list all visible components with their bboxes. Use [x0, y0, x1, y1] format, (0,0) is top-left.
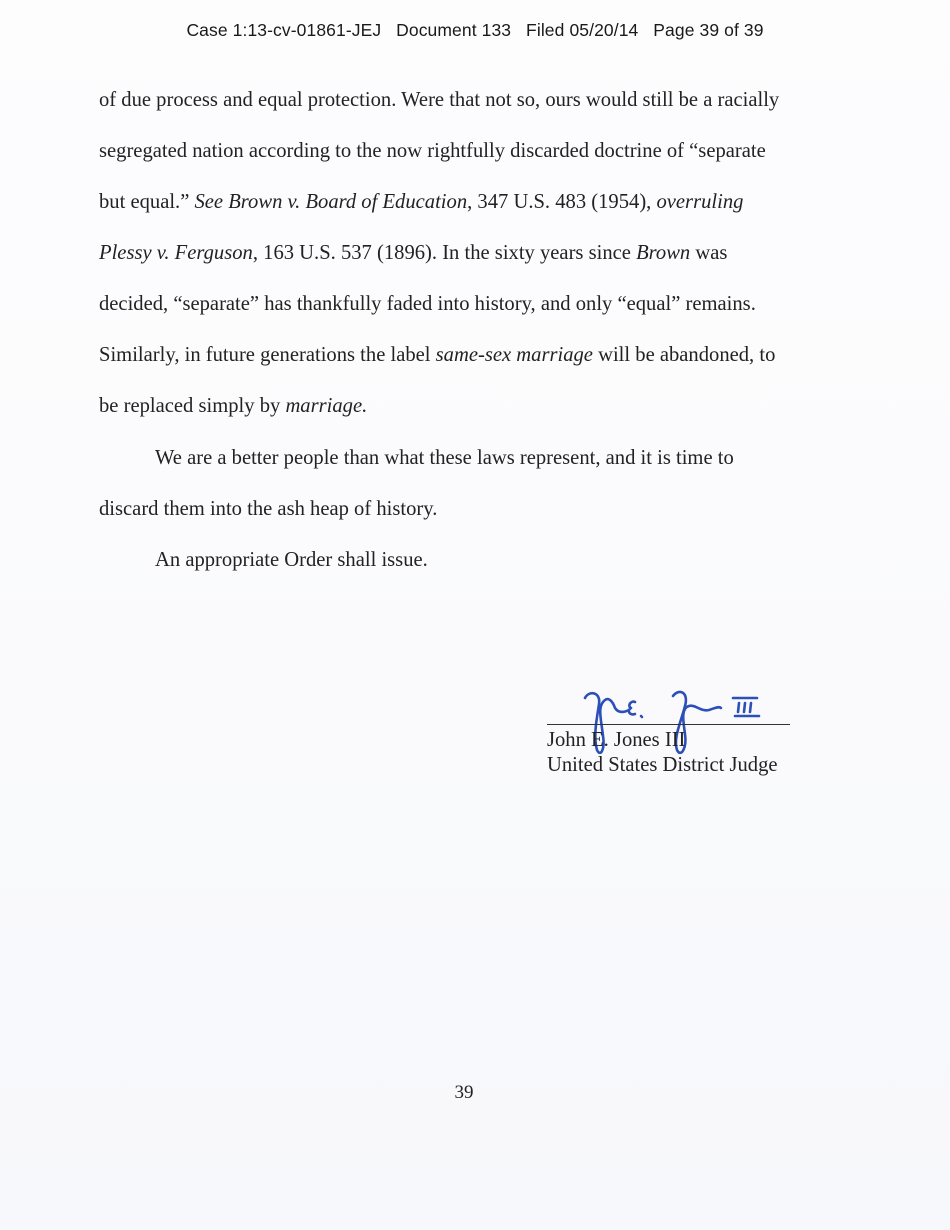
text-line: [99, 191, 743, 214]
text-line: [99, 395, 367, 418]
signature-stroke-dot: [641, 716, 642, 717]
signature-line: [547, 724, 790, 725]
text-span: Similarly, in future generations the label: [99, 344, 436, 366]
text-line: discard them into the ash heap of history.: [99, 498, 438, 520]
emphasis-italic: same-sex marriage: [435, 344, 593, 366]
text-span: will be abandoned, to: [592, 344, 776, 366]
text-line: segregated nation according to the now rightfully discarded doctrine of “separate: [99, 140, 766, 162]
text-span: be replaced simply by: [99, 395, 286, 417]
page-indicator: Page 39 of 39: [653, 20, 764, 40]
citation-italic: overruling: [656, 191, 744, 213]
text-span: , 347 U.S. 483 (1954),: [467, 191, 657, 213]
filing-header: [0, 20, 950, 41]
page-number: 39: [454, 1082, 474, 1103]
text-span: was: [690, 242, 728, 264]
signature-stroke-numeral: [733, 698, 759, 716]
case-number: Case 1:13-cv-01861-JEJ: [186, 20, 382, 40]
document-number: Document 133: [396, 20, 512, 40]
text-span: , 163 U.S. 537 (1896). In the sixty years since: [252, 242, 637, 264]
judge-title: United States District Judge: [547, 754, 778, 776]
citation-italic: Plessy v. Ferguson: [99, 242, 253, 264]
judge-name: John E. Jones III: [547, 729, 686, 751]
citation-italic: See Brown v. Board of Education: [194, 191, 468, 213]
text-span: but equal.”: [99, 191, 195, 213]
filed-date: Filed 05/20/14: [526, 20, 639, 40]
signature-stroke-e: [629, 702, 635, 715]
text-line: [99, 344, 775, 367]
text-line: An appropriate Order shall issue.: [155, 549, 428, 571]
text-line: [99, 242, 727, 265]
text-line: decided, “separate” has thankfully faded into history, and only “equal” remains.: [99, 293, 756, 315]
text-line: of due process and equal protection. Were that not so, ours would still be a racially: [99, 89, 780, 111]
text-line: We are a better people than what these laws represent, and it is time to: [155, 447, 734, 469]
citation-italic: Brown: [636, 242, 691, 264]
emphasis-italic: marriage.: [285, 395, 368, 417]
